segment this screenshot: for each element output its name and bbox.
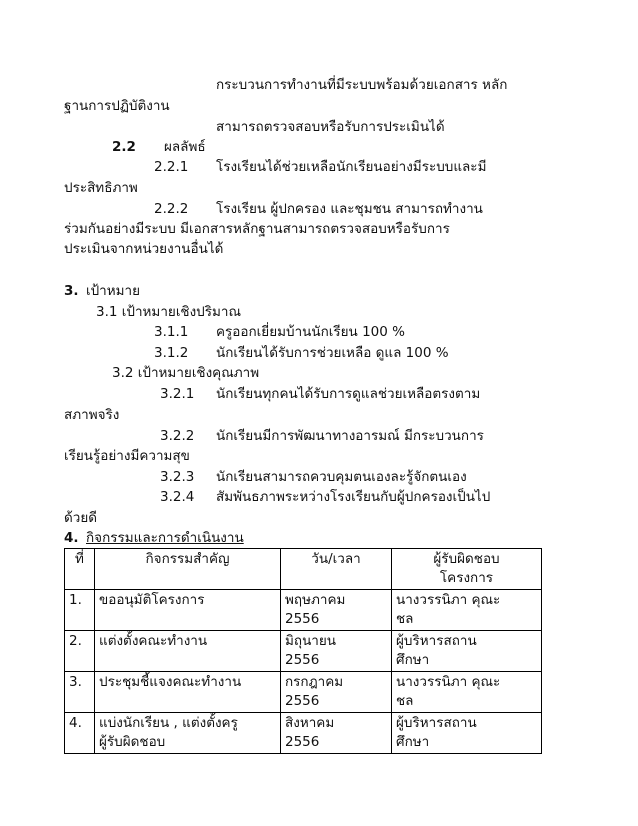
cell-date-year: 2556 [285,652,320,668]
subsection-title: 3.2 เป้าหมายเชิงคุณภาพ [112,365,260,381]
cell-responsible-line1: นางวรรนิภา คุณะ [396,674,501,690]
section-title: ผลลัพธ์ [164,139,206,155]
header-responsible-line2: โครงการ [439,570,494,586]
table-row [65,672,542,713]
cell-responsible-line1: ผู้บริหารสถาน [396,715,477,731]
cell-activity-line1: แบ่งนักเรียน , แต่งตั้งครู [99,715,238,731]
activity-table [64,548,542,754]
header-responsible-line1: ผู้รับผิดชอบ [433,551,500,567]
section-title: เป้าหมาย [86,283,141,299]
cell-responsible-line2: ชล [396,611,414,627]
item-number: 3.2.1 [160,386,195,402]
subsection-title: 3.1 เป้าหมายเชิงปริมาณ [96,304,242,320]
cell-activity: ประชุมชี้แจงคณะทำงาน [95,672,281,713]
cell-date-month: มิถุนายน [285,633,337,649]
text-line: ด้วยดี [64,510,98,526]
cell-no: 4. [65,713,95,754]
cell-responsible-line2: ศึกษา [396,652,430,668]
cell-date [281,631,392,672]
section-number: 4. [64,530,79,546]
item-text: นักเรียนได้รับการช่วยเหลือ ดูแล 100 % [216,345,449,361]
cell-activity [95,713,281,754]
text-line: เรียนรู้อย่างมีความสุข [64,448,190,464]
section-number: 3. [64,283,79,299]
text-line: สามารถตรวจสอบหรือรับการประเมินได้ [216,119,445,135]
cell-date-month: พฤษภาคม [285,592,346,608]
cell-date-month: สิงหาคม [285,715,335,731]
cell-responsible [392,672,542,713]
header-no: ที่ [65,549,95,590]
cell-activity: ขออนุมัติโครงการ [95,590,281,631]
item-text: นักเรียนสามารถควบคุมตนเองละรู้จักตนเอง [216,469,467,485]
header-date: วัน/เวลา [281,549,392,590]
cell-responsible-line2: ชล [396,693,414,709]
text-line: สภาพจริง [64,407,120,423]
item-number: 2.2.2 [154,201,189,217]
item-number: 3.2.2 [160,428,195,444]
item-text: โรงเรียน ผู้ปกครอง และชุมชน สามารถทำงาน [216,201,483,217]
cell-date-year: 2556 [285,693,320,709]
cell-responsible [392,713,542,754]
item-text: ครูออกเยี่ยมบ้านนักเรียน 100 % [216,324,405,340]
cell-date-year: 2556 [285,734,320,750]
cell-date-year: 2556 [285,611,320,627]
item-number: 3.1.1 [154,324,189,340]
header-responsible [392,549,542,590]
cell-responsible-line1: นางวรรนิภา คุณะ [396,592,501,608]
cell-responsible-line1: ผู้บริหารสถาน [396,633,477,649]
item-text: นักเรียนทุกคนได้รับการดูแลช่วยเหลือตรงตาม [216,386,481,402]
item-number: 3.1.2 [154,345,189,361]
text-line: ประสิทธิภาพ [64,180,138,196]
cell-date-month: กรกฎาคม [285,674,344,690]
item-number: 3.2.4 [160,489,195,505]
table-row [65,713,542,754]
cell-date [281,672,392,713]
cell-no: 1. [65,590,95,631]
table-header-row [65,549,542,590]
item-text: นักเรียนมีการพัฒนาทางอารมณ์ มีกระบวนการ [216,428,484,444]
text-line: ฐานการปฏิบัติงาน [64,98,170,114]
cell-no: 3. [65,672,95,713]
header-activity: กิจกรรมสำคัญ [95,549,281,590]
section-number: 2.2 [112,139,136,155]
section-title: กิจกรรมและการดำเนินงาน [86,530,244,546]
item-text: โรงเรียนได้ช่วยเหลือนักเรียนอย่างมีระบบและมี [216,159,487,175]
text-line: ร่วมกันอย่างมีระบบ มีเอกสารหลักฐานสามารถตรวจสอบหรือรับการ [64,221,450,237]
cell-date [281,590,392,631]
cell-activity: แต่งตั้งคณะทำงาน [95,631,281,672]
cell-responsible [392,631,542,672]
cell-activity-line2: ผู้รับผิดชอบ [99,734,166,750]
item-number: 2.2.1 [154,159,189,175]
cell-responsible-line2: ศึกษา [396,734,430,750]
table-row [65,590,542,631]
table-row [65,631,542,672]
item-text: สัมพันธภาพระหว่างโรงเรียนกับผู้ปกครองเป็นไป [216,489,491,505]
cell-date [281,713,392,754]
text-line: ประเมินจากหน่วยงานอื่นได้ [64,241,224,257]
text-line: กระบวนการทำงานที่มีระบบพร้อมด้วยเอกสาร หลัก [216,77,508,93]
cell-no: 2. [65,631,95,672]
cell-responsible [392,590,542,631]
item-number: 3.2.3 [160,469,195,485]
